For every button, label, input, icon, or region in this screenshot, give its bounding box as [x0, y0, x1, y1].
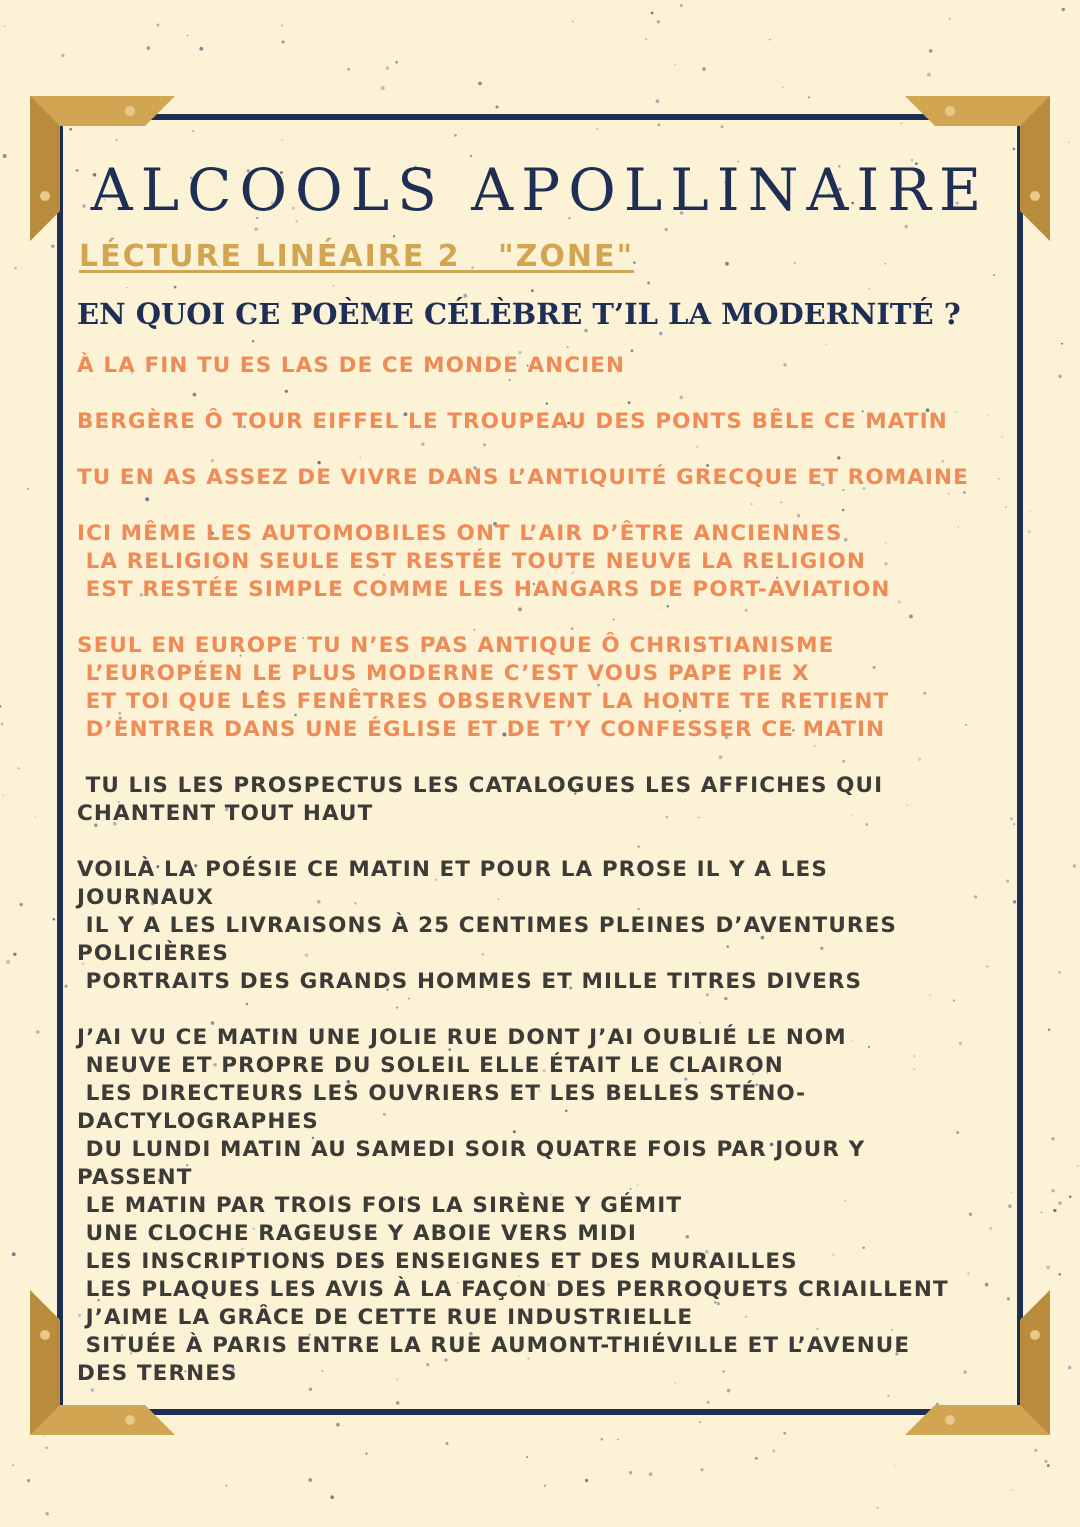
verse-line: ET TOI QUE LES FENÊTRES OBSERVENT LA HONTE TE RETIENT: [77, 689, 890, 714]
verse-line: SITUÉE À PARIS ENTRE LA RUE AUMONT-THIÉVILLE ET L’AVENUE: [77, 1333, 911, 1358]
verse-line: PASSENT: [77, 1165, 193, 1190]
verse-line: À LA FIN TU ES LAS DE CE MONDE ANCIEN: [77, 353, 626, 378]
stanza: [77, 464, 982, 492]
verse-line: LE MATIN PAR TROIS FOIS LA SIRÈNE Y GÉMIT: [77, 1193, 683, 1218]
verse-line: NEUVE ET PROPRE DU SOLEIL ELLE ÉTAIT LE CLAIRON: [77, 1053, 784, 1078]
poem-verses: [77, 352, 982, 1416]
verse-line: JOURNAUX: [77, 885, 215, 910]
subtitle: LÉCTURE LINÉAIRE 2 "ZONE": [79, 239, 635, 274]
verse-line: D’ENTRER DANS UNE ÉGLISE ET DE T’Y CONFESSER CE MATIN: [77, 717, 886, 742]
stanza: [77, 772, 982, 828]
verse-line: IL Y A LES LIVRAISONS À 25 CENTIMES PLEINES D’AVENTURES: [77, 913, 897, 938]
verse-line: LA RELIGION SEULE EST RESTÉE TOUTE NEUVE LA RELIGION: [77, 549, 866, 574]
verse-line: POLICIÈRES: [77, 941, 229, 966]
stanza: [77, 856, 982, 996]
verse-line: SEUL EN EUROPE TU N’ES PAS ANTIQUE Ô CHRISTIANISME: [77, 633, 835, 658]
page-title: ALCOOLS APOLLINAIRE: [90, 156, 990, 224]
verse-line: EST RESTÉE SIMPLE COMME LES HANGARS DE PORT-AVIATION: [77, 577, 891, 602]
verse-line: LES INSCRIPTIONS DES ENSEIGNES ET DES MURAILLES: [77, 1249, 798, 1274]
verse-line: L’EUROPÉEN LE PLUS MODERNE C’EST VOUS PAPE PIE X: [77, 661, 810, 686]
verse-line: DACTYLOGRAPHES: [77, 1109, 319, 1134]
stanza: [77, 408, 982, 436]
verse-line: PORTRAITS DES GRANDS HOMMES ET MILLE TITRES DIVERS: [77, 969, 863, 994]
verse-line: BERGÈRE Ô TOUR EIFFEL LE TROUPEAU DES PONTS BÊLE CE MATIN: [77, 409, 948, 434]
stanza: [77, 632, 982, 744]
verse-line: ICI MÊME LES AUTOMOBILES ONT L’AIR D’ÊTRE ANCIENNES: [77, 521, 843, 546]
guiding-question: EN QUOI CE POÈME CÉLÈBRE T’IL LA MODERNITÉ ?: [77, 297, 961, 331]
verse-line: J’AI VU CE MATIN UNE JOLIE RUE DONT J’AI OUBLIÉ LE NOM: [77, 1025, 847, 1050]
verse-line: VOILÀ LA POÉSIE CE MATIN ET POUR LA PROSE IL Y A LES: [77, 857, 828, 882]
stanza: [77, 1024, 982, 1388]
verse-line: CHANTENT TOUT HAUT: [77, 801, 374, 826]
stanza: [77, 352, 982, 380]
verse-line: LES DIRECTEURS LES OUVRIERS ET LES BELLES STÉNO-: [77, 1081, 807, 1106]
verse-line: J’AIME LA GRÂCE DE CETTE RUE INDUSTRIELLE: [77, 1305, 694, 1330]
verse-line: DES TERNES: [77, 1361, 238, 1386]
verse-line: TU EN AS ASSEZ DE VIVRE DANS L’ANTIQUITÉ GRECQUE ET ROMAINE: [77, 465, 969, 490]
verse-line: TU LIS LES PROSPECTUS LES CATALOGUES LES AFFICHES QUI: [77, 773, 884, 798]
verse-line: UNE CLOCHE RAGEUSE Y ABOIE VERS MIDI: [77, 1221, 638, 1246]
verse-line: DU LUNDI MATIN AU SAMEDI SOIR QUATRE FOIS PAR JOUR Y: [77, 1137, 866, 1162]
verse-line: LES PLAQUES LES AVIS À LA FAÇON DES PERROQUETS CRIAILLENT: [77, 1277, 949, 1302]
stanza: [77, 520, 982, 604]
